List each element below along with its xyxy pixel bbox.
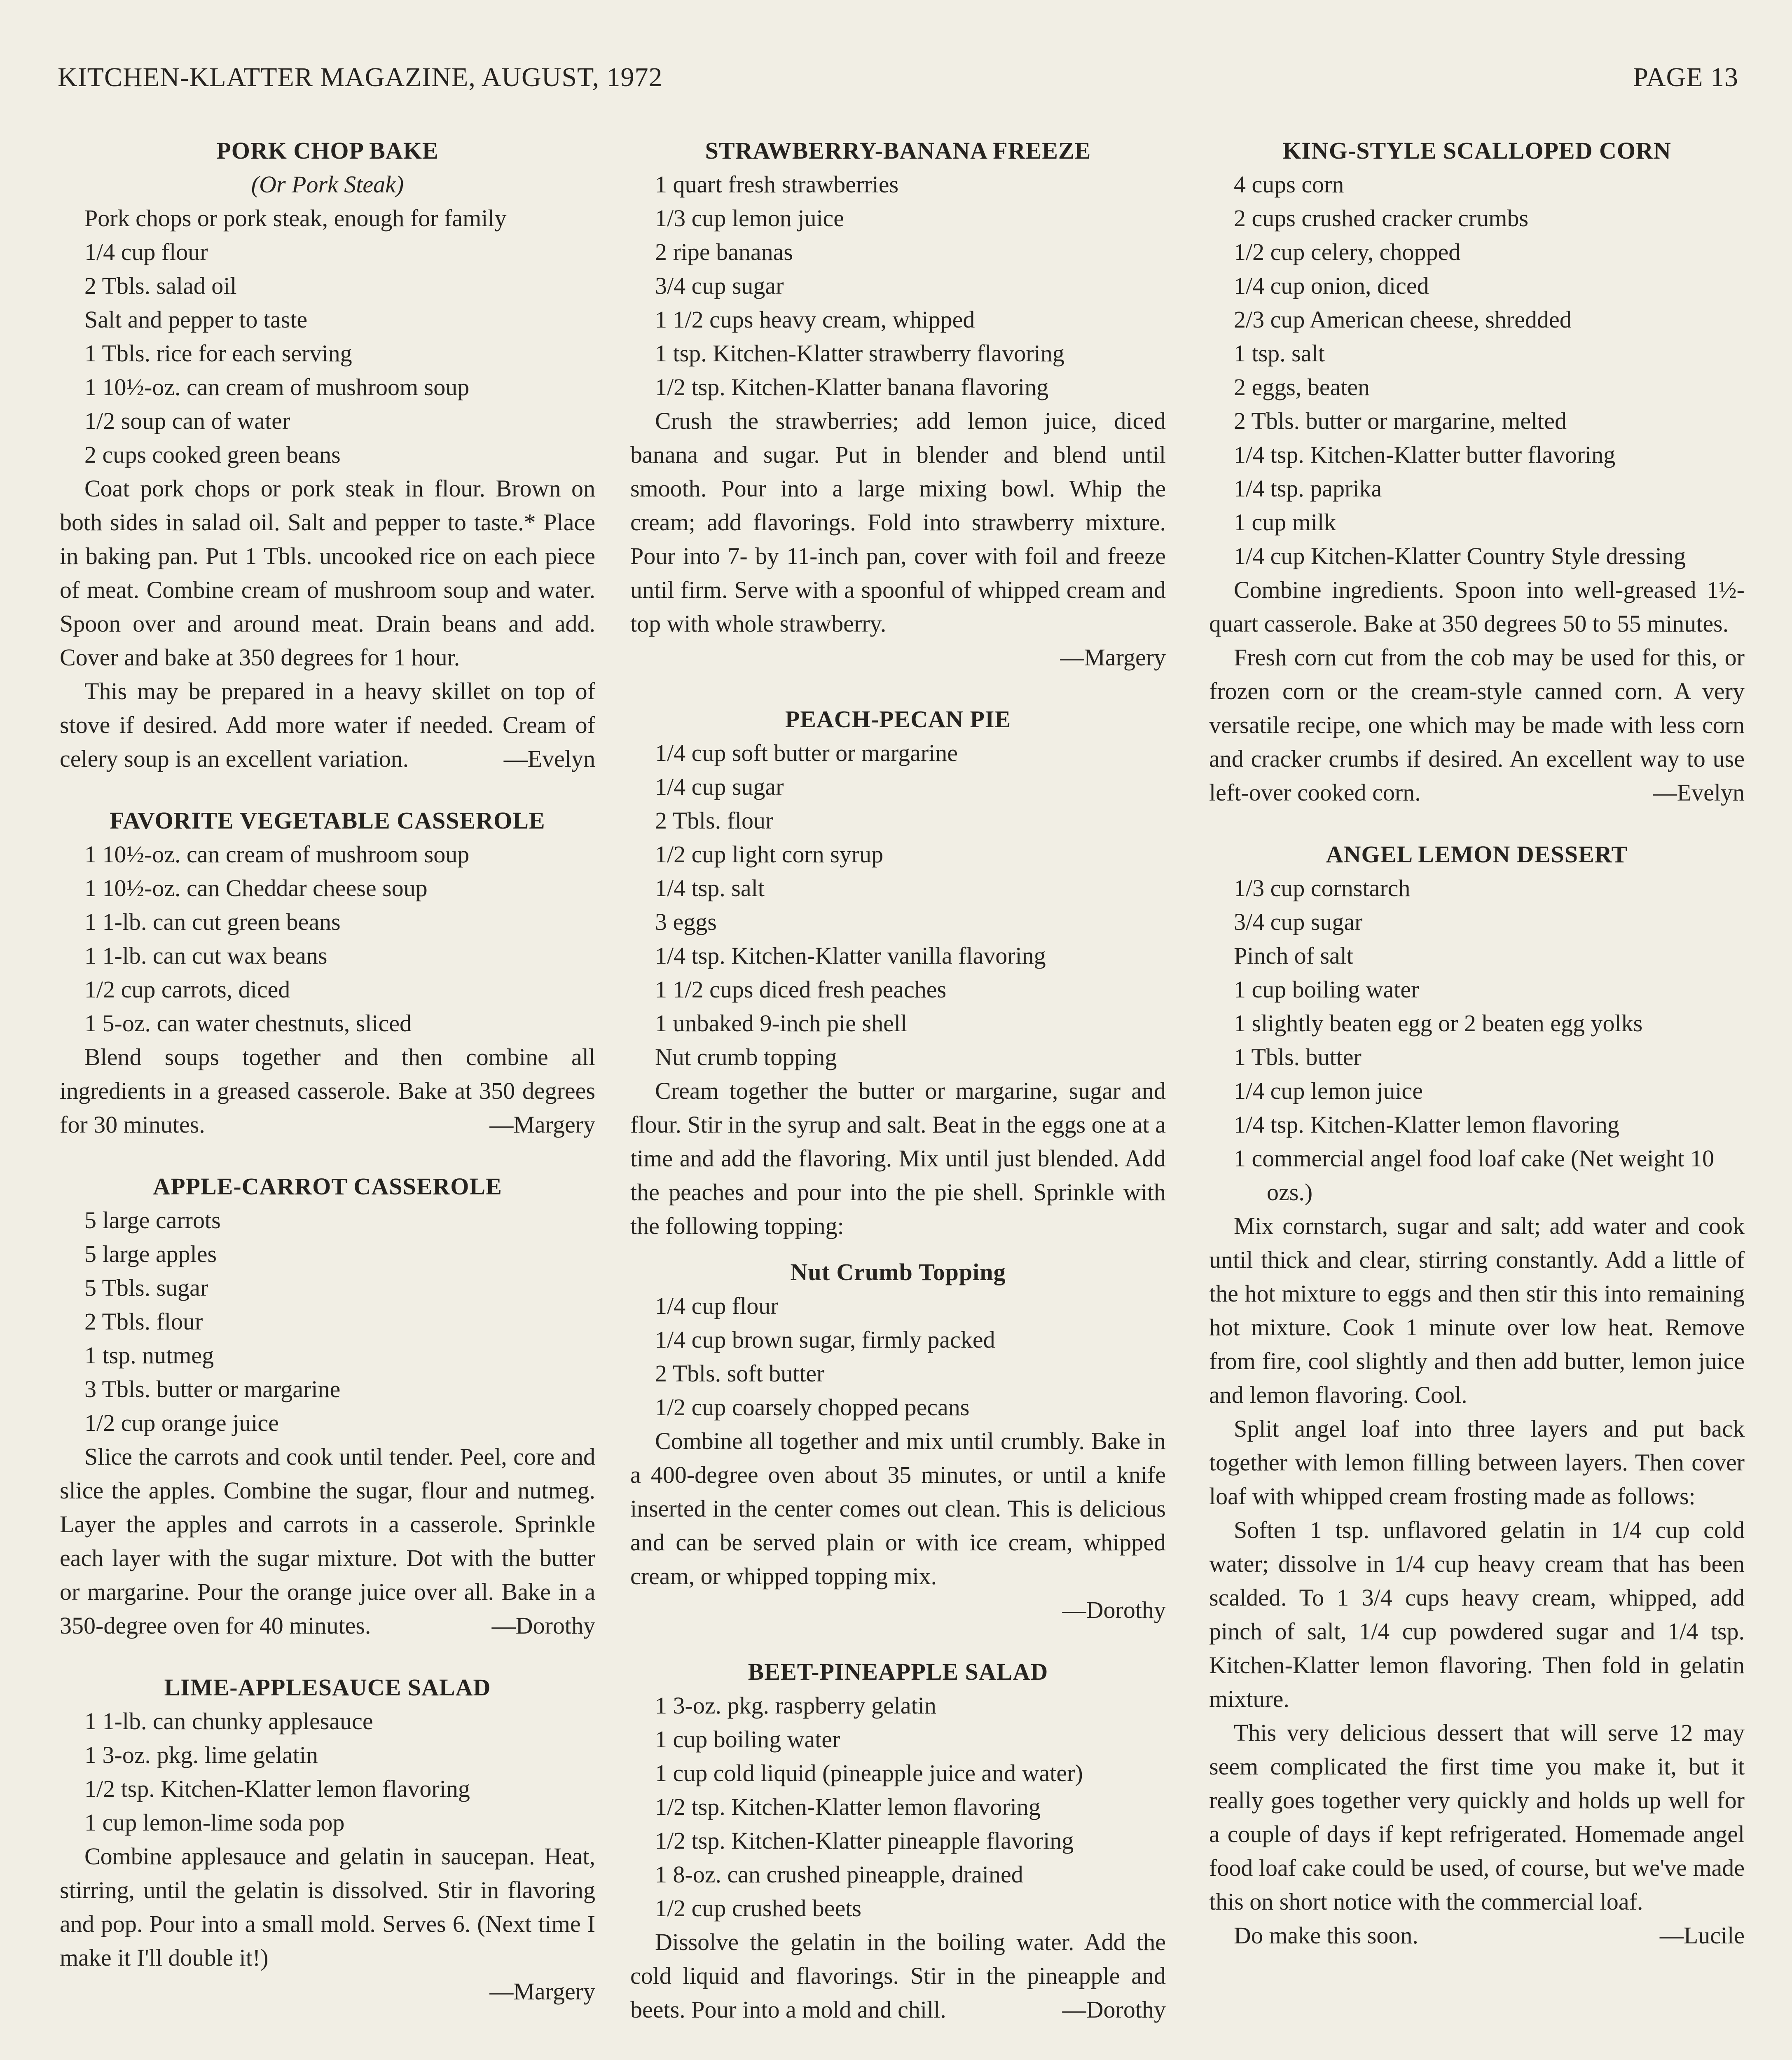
ingredient-line: Pinch of salt: [1234, 942, 1353, 969]
recipe-instructions: Combine all together and mix until crumbly. Bake in a 400-degree oven about 35 minutes, or until a knife inserted in the center comes out clean. This is delicious and can be served plain or with ice cream, whipped cream, or whipped topping mix.: [630, 1428, 1166, 1589]
recipe-instructions: Combine ingredients. Spoon into well-greased 1½-quart casserole. Bake at 350 degrees 50 to 55 minutes.: [1209, 576, 1745, 637]
ingredient-line: 1 quart fresh strawberries: [655, 171, 899, 198]
ingredient-line: 1 cup milk: [1234, 509, 1336, 536]
ingredient-line: 5 large apples: [84, 1241, 217, 1267]
recipe-title: ANGEL LEMON DESSERT: [1326, 841, 1628, 868]
ingredient-line: 1/2 cup crushed beets: [655, 1895, 861, 1922]
magazine-header-title: KITCHEN-KLATTER MAGAZINE, AUGUST, 1972: [58, 62, 663, 92]
recipe-title: FAVORITE VEGETABLE CASSEROLE: [110, 807, 545, 834]
ingredient-line: 1/2 tsp. Kitchen-Klatter lemon flavoring: [655, 1793, 1041, 1820]
ingredient-line: 1/4 cup onion, diced: [1234, 272, 1429, 299]
recipe-title: LIME-APPLESAUCE SALAD: [164, 1674, 491, 1701]
ingredient-line: 3/4 cup sugar: [655, 272, 784, 299]
ingredient-line: 1 8-oz. can crushed pineapple, drained: [655, 1861, 1023, 1888]
ingredient-line: 1 3-oz. pkg. raspberry gelatin: [655, 1692, 936, 1719]
author-signature: —Margery: [489, 1978, 595, 2005]
recipe-instructions: Coat pork chops or pork steak in flour. Brown on both sides in salad oil. Salt and pepper to taste.* Place in baking pan. Put 1 Tbls. uncooked rice on each piece of meat. Combine cream of mushroom soup and water. Spoon over and around meat. Drain beans and add. Cover and bake at 350 degrees for 1 hour.: [60, 475, 595, 671]
ingredient-line: 1/4 cup lemon juice: [1234, 1077, 1423, 1104]
author-signature: —Dorothy: [1062, 1596, 1166, 1623]
ingredient-line: 4 cups corn: [1234, 171, 1344, 198]
ingredient-line: 1 unbaked 9-inch pie shell: [655, 1010, 908, 1037]
recipe-instructions: [1209, 1919, 1745, 1952]
author-signature: —Evelyn: [1653, 779, 1745, 806]
ingredient-line: 1 10½-oz. can Cheddar cheese soup: [84, 875, 428, 901]
ingredient-line: 2 ripe bananas: [655, 239, 793, 265]
ingredient-line: 3 eggs: [655, 908, 717, 935]
ingredient-line: 1 1-lb. can cut green beans: [84, 908, 341, 935]
recipe-instructions: [630, 1925, 1166, 2027]
recipe-subtitle: (Or Pork Steak): [251, 171, 404, 198]
recipe-instructions: Soften 1 tsp. unflavored gelatin in 1/4 cup cold water; dissolve in 1/4 cup heavy cream that has been scalded. To 1 3/4 cups heavy cream, whipped, add pinch of salt, 1/4 cup powdered sugar and 1/4 tsp. Kitchen-Klatter lemon flavoring. Then fold in gelatin mixture.: [1209, 1517, 1745, 1712]
instruction-text: Blend soups together and then combine all ingredients in a greased casserole. Bake at 350 degrees for 30 minutes.: [60, 1044, 595, 1138]
ingredient-line: 1 cup boiling water: [655, 1726, 840, 1753]
ingredient-line: 1 tsp. salt: [1234, 340, 1325, 367]
ingredient-line: 1/2 tsp. Kitchen-Klatter banana flavoring: [655, 374, 1049, 400]
ingredient-line: 2 cups crushed cracker crumbs: [1234, 205, 1529, 232]
recipe-title: KING-STYLE SCALLOPED CORN: [1282, 137, 1671, 164]
ingredient-line: 1 commercial angel food loaf cake (Net weight 10 ozs.): [1234, 1145, 1714, 1206]
ingredient-line: 1/4 cup flour: [655, 1292, 779, 1319]
ingredient-line: 1/4 cup Kitchen-Klatter Country Style dressing: [1234, 543, 1686, 569]
ingredient-line: 1 10½-oz. can cream of mushroom soup: [84, 841, 470, 868]
ingredient-line: 1/4 cup sugar: [655, 773, 784, 800]
instruction-text: Fresh corn cut from the cob may be used for this, or frozen corn or the cream-style canned corn. A very versatile recipe, one which may be made with less corn and cracker crumbs if desired. An excellent way to use left-over cooked corn.: [1209, 644, 1745, 806]
recipe-instructions: Crush the strawberries; add lemon juice, diced banana and sugar. Put in blender and blend until smooth. Pour into a large mixing bowl. Whip the cream; add flavorings. Fold into strawberry mixture. Pour into 7- by 11-inch pan, cover with foil and freeze until firm. Serve with a spoonful of whipped cream and top with whole strawberry.: [630, 407, 1166, 637]
ingredient-line: 1/2 tsp. Kitchen-Klatter pineapple flavoring: [655, 1827, 1074, 1854]
recipe-title: APPLE-CARROT CASSEROLE: [153, 1173, 502, 1200]
ingredient-line: 1 5-oz. can water chestnuts, sliced: [84, 1010, 412, 1037]
ingredient-line: 3 Tbls. butter or margarine: [84, 1376, 341, 1402]
ingredient-line: 1 1-lb. can chunky applesauce: [84, 1708, 373, 1735]
ingredient-line: Pork chops or pork steak, enough for family: [84, 205, 507, 232]
ingredient-line: 1/2 soup can of water: [84, 407, 290, 434]
ingredient-line: 1 cup cold liquid (pineapple juice and water): [655, 1760, 1083, 1786]
ingredient-line: 5 Tbls. sugar: [84, 1274, 208, 1301]
recipe-subheading: Nut Crumb Topping: [790, 1259, 1006, 1285]
ingredient-line: 1/4 tsp. Kitchen-Klatter lemon flavoring: [1234, 1111, 1619, 1138]
ingredient-line: 5 large carrots: [84, 1207, 221, 1234]
ingredient-line: 1/3 cup lemon juice: [655, 205, 845, 232]
ingredient-line: 1/2 cup coarsely chopped pecans: [655, 1394, 970, 1421]
ingredient-line: 2 Tbls. soft butter: [655, 1360, 825, 1387]
instruction-text: This may be prepared in a heavy skillet on top of stove if desired. Add more water if needed. Cream of celery soup is an excellent variation.: [60, 678, 595, 772]
ingredient-line: 1/3 cup cornstarch: [1234, 875, 1411, 901]
ingredient-line: 1 3-oz. pkg. lime gelatin: [84, 1742, 318, 1768]
ingredient-line: 1 1/2 cups heavy cream, whipped: [655, 306, 975, 333]
ingredient-line: 1 slightly beaten egg or 2 beaten egg yolks: [1234, 1010, 1643, 1037]
instruction-text: Do make this soon.: [1234, 1922, 1418, 1949]
recipe-instructions: [60, 1040, 595, 1142]
author-signature: —Dorothy: [1062, 1996, 1166, 2023]
recipe-instructions: [1209, 641, 1745, 810]
page-number: PAGE 13: [1633, 62, 1738, 92]
ingredient-line: Salt and pepper to taste: [84, 306, 308, 333]
ingredient-line: 1 Tbls. rice for each serving: [84, 340, 352, 367]
ingredient-line: 1/4 tsp. Kitchen-Klatter vanilla flavoring: [655, 942, 1046, 969]
author-signature: —Evelyn: [503, 745, 595, 772]
recipe-column-2: [630, 134, 1166, 2027]
ingredient-line: 2 Tbls. salad oil: [84, 272, 237, 299]
recipe-title: PEACH-PECAN PIE: [785, 706, 1011, 733]
instruction-text: Dissolve the gelatin in the boiling water. Add the cold liquid and flavorings. Stir in the pineapple and beets. Pour into a mold and chill.: [630, 1929, 1166, 2023]
recipe-instructions: Cream together the butter or margarine, sugar and flour. Stir in the syrup and salt. Beat in the eggs one at a time and add the flavoring. Mix until just blended. Add the peaches and pour into the pie shell. Sprinkle with the following topping:: [630, 1077, 1166, 1239]
recipe-column-3: [1209, 134, 1745, 1952]
ingredient-line: 1 cup boiling water: [1234, 976, 1419, 1003]
author-signature: —Margery: [1060, 644, 1166, 671]
recipe-column-1: [60, 134, 595, 2008]
recipe-instructions: Split angel loaf into three layers and put back together with lemon filling between layers. Then cover loaf with whipped cream frosting made as follows:: [1209, 1415, 1745, 1510]
recipe-instructions: [60, 1440, 595, 1643]
recipe-title: BEET-PINEAPPLE SALAD: [748, 1658, 1048, 1685]
author-signature: —Dorothy: [491, 1612, 595, 1639]
ingredient-line: 1 10½-oz. can cream of mushroom soup: [84, 374, 470, 400]
author-signature: —Lucile: [1659, 1922, 1745, 1949]
recipe-instructions: Combine applesauce and gelatin in saucepan. Heat, stirring, until the gelatin is dissolved. Stir in flavoring and pop. Pour into a small mold. Serves 6. (Next time I make it I'll double it!): [60, 1843, 595, 1971]
recipe-title: PORK CHOP BAKE: [216, 137, 439, 164]
ingredient-line: 1 tsp. Kitchen-Klatter strawberry flavoring: [655, 340, 1064, 367]
ingredient-line: 1/2 cup carrots, diced: [84, 976, 290, 1003]
ingredient-line: 2 eggs, beaten: [1234, 374, 1370, 400]
ingredient-line: 1/4 cup flour: [84, 239, 208, 265]
ingredient-line: 1/2 cup celery, chopped: [1234, 239, 1461, 265]
recipe-instructions: Mix cornstarch, sugar and salt; add water and cook until thick and clear, stirring constantly. Add a little of the hot mixture to eggs and then stir this into remaining hot mixture. Cook 1 minute over low heat. Remove from fire, cool slightly and then add butter, lemon juice and lemon flavoring. Cool.: [1209, 1213, 1745, 1408]
ingredient-line: 1 1/2 cups diced fresh peaches: [655, 976, 947, 1003]
ingredient-line: 1/2 cup orange juice: [84, 1409, 279, 1436]
ingredient-line: 1/4 cup brown sugar, firmly packed: [655, 1326, 995, 1353]
instruction-text: Slice the carrots and cook until tender. Peel, core and slice the apples. Combine the sugar, flour and nutmeg. Layer the apples and carrots in a casserole. Sprinkle each layer with the sugar mixture. Dot with the butter or margarine. Pour the orange juice over all. Bake in a 350-degree oven for 40 minutes.: [60, 1443, 595, 1639]
ingredient-line: 2/3 cup American cheese, shredded: [1234, 306, 1572, 333]
ingredient-line: 1 Tbls. butter: [1234, 1044, 1362, 1070]
ingredient-line: 3/4 cup sugar: [1234, 908, 1363, 935]
ingredient-line: 1/4 tsp. salt: [655, 875, 765, 901]
ingredient-line: 2 Tbls. flour: [84, 1308, 203, 1335]
recipe-instructions: [60, 674, 595, 776]
ingredient-line: 1/4 tsp. Kitchen-Klatter butter flavoring: [1234, 441, 1616, 468]
ingredient-line: 1/2 cup light corn syrup: [655, 841, 884, 868]
ingredient-line: 2 Tbls. flour: [655, 807, 774, 834]
recipe-title: STRAWBERRY-BANANA FREEZE: [705, 137, 1091, 164]
ingredient-line: 1 tsp. nutmeg: [84, 1342, 214, 1369]
ingredient-line: 2 Tbls. butter or margarine, melted: [1234, 407, 1567, 434]
ingredient-line: 1/2 tsp. Kitchen-Klatter lemon flavoring: [84, 1775, 470, 1802]
recipe-instructions: This very delicious dessert that will serve 12 may seem complicated the first time you make it, but it really goes together very quickly and holds up well for a couple of days if kept refrigerated. Homemade angel food loaf cake could be used, of course, but we've made this on short notice with the commercial loaf.: [1209, 1719, 1745, 1915]
ingredient-line: Nut crumb topping: [655, 1044, 837, 1070]
author-signature: —Margery: [489, 1111, 595, 1138]
ingredient-line: 1 1-lb. can cut wax beans: [84, 942, 328, 969]
ingredient-line: 2 cups cooked green beans: [84, 441, 341, 468]
ingredient-line: 1 cup lemon-lime soda pop: [84, 1809, 345, 1836]
ingredient-line: 1/4 tsp. paprika: [1234, 475, 1382, 502]
ingredient-line: 1/4 cup soft butter or margarine: [655, 740, 958, 766]
